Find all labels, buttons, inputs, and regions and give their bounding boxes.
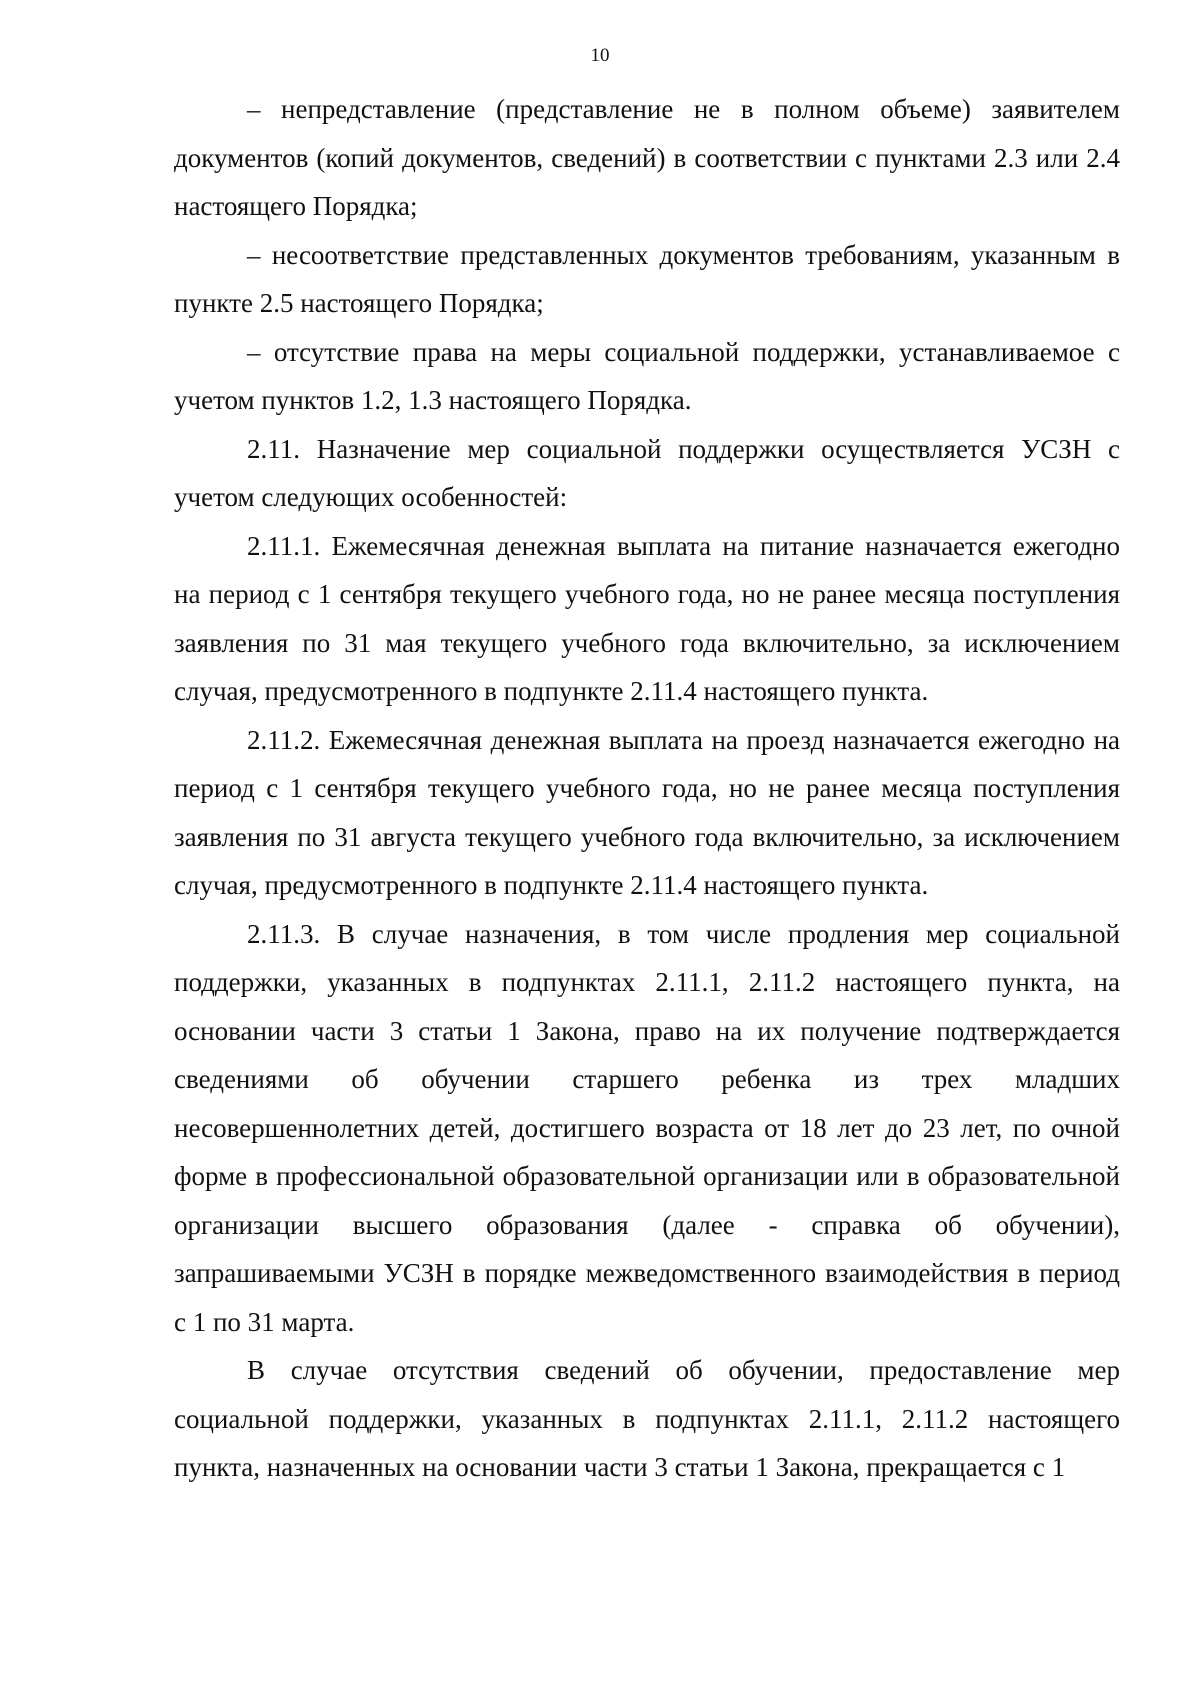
paragraph-2-11-1: 2.11.1. Ежемесячная денежная выплата на питание назначается ежегодно на период с 1 сентября текущего учебного года, но не ранее месяца поступления заявления по 31 мая текущего учебного года включительно, за исключением случая, предусмотренного в подпункте 2.11.4 настоящего пункта. [174,530,1120,706]
paragraph-list-item-1: – непредставление (представление не в полном объеме) заявителем документов (копий документов, сведений) в соответствии с пунктами 2.3 или 2.4 настоящего Порядка; [174,94,1120,221]
page-number: 10 [590,45,610,66]
paragraph-2-11-2: 2.11.2. Ежемесячная денежная выплата на проезд назначается ежегодно на период с 1 сентября текущего учебного года, но не ранее месяца поступления заявления по 31 августа текущего учебного года включительно, за исключением случая, предусмотренного в подпункте 2.11.4 настоящего пункта. [174,724,1120,900]
paragraph-2-11-3: 2.11.3. В случае назначения, в том числе продления мер социальной поддержки, указанных в подпунктах 2.11.1, 2.11.2 настоящего пункта, на основании части 3 статьи 1 Закона, право на их получение подтверждается сведениями об обучении старшего ребенка из трех младших несовершеннолетних детей, достигшего возраста от 18 лет до 23 лет, по очной форме в профессиональной образовательной организации или в образовательной организации высшего образования (далее - справка об обучении), запрашиваемыми УСЗН в порядке межведомственного взаимодействия в период с 1 по 31 марта. [174,918,1120,1337]
document-body [174,85,1120,1492]
paragraph-2-11: 2.11. Назначение мер социальной поддержки осуществляется УСЗН с учетом следующих особенностей: [174,433,1120,512]
paragraph-absence-of-info: В случае отсутствия сведений об обучении, предоставление мер социальной поддержки, указанных в подпунктах 2.11.1, 2.11.2 настоящего пункта, назначенных на основании части 3 статьи 1 Закона, прекращается с 1 [174,1355,1120,1482]
paragraph-list-item-3: – отсутствие права на меры социальной поддержки, устанавливаемое с учетом пунктов 1.2, 1.3 настоящего Порядка. [174,336,1120,415]
paragraph-list-item-2: – несоответствие представленных документов требованиям, указанным в пункте 2.5 настоящего Порядка; [174,239,1120,318]
